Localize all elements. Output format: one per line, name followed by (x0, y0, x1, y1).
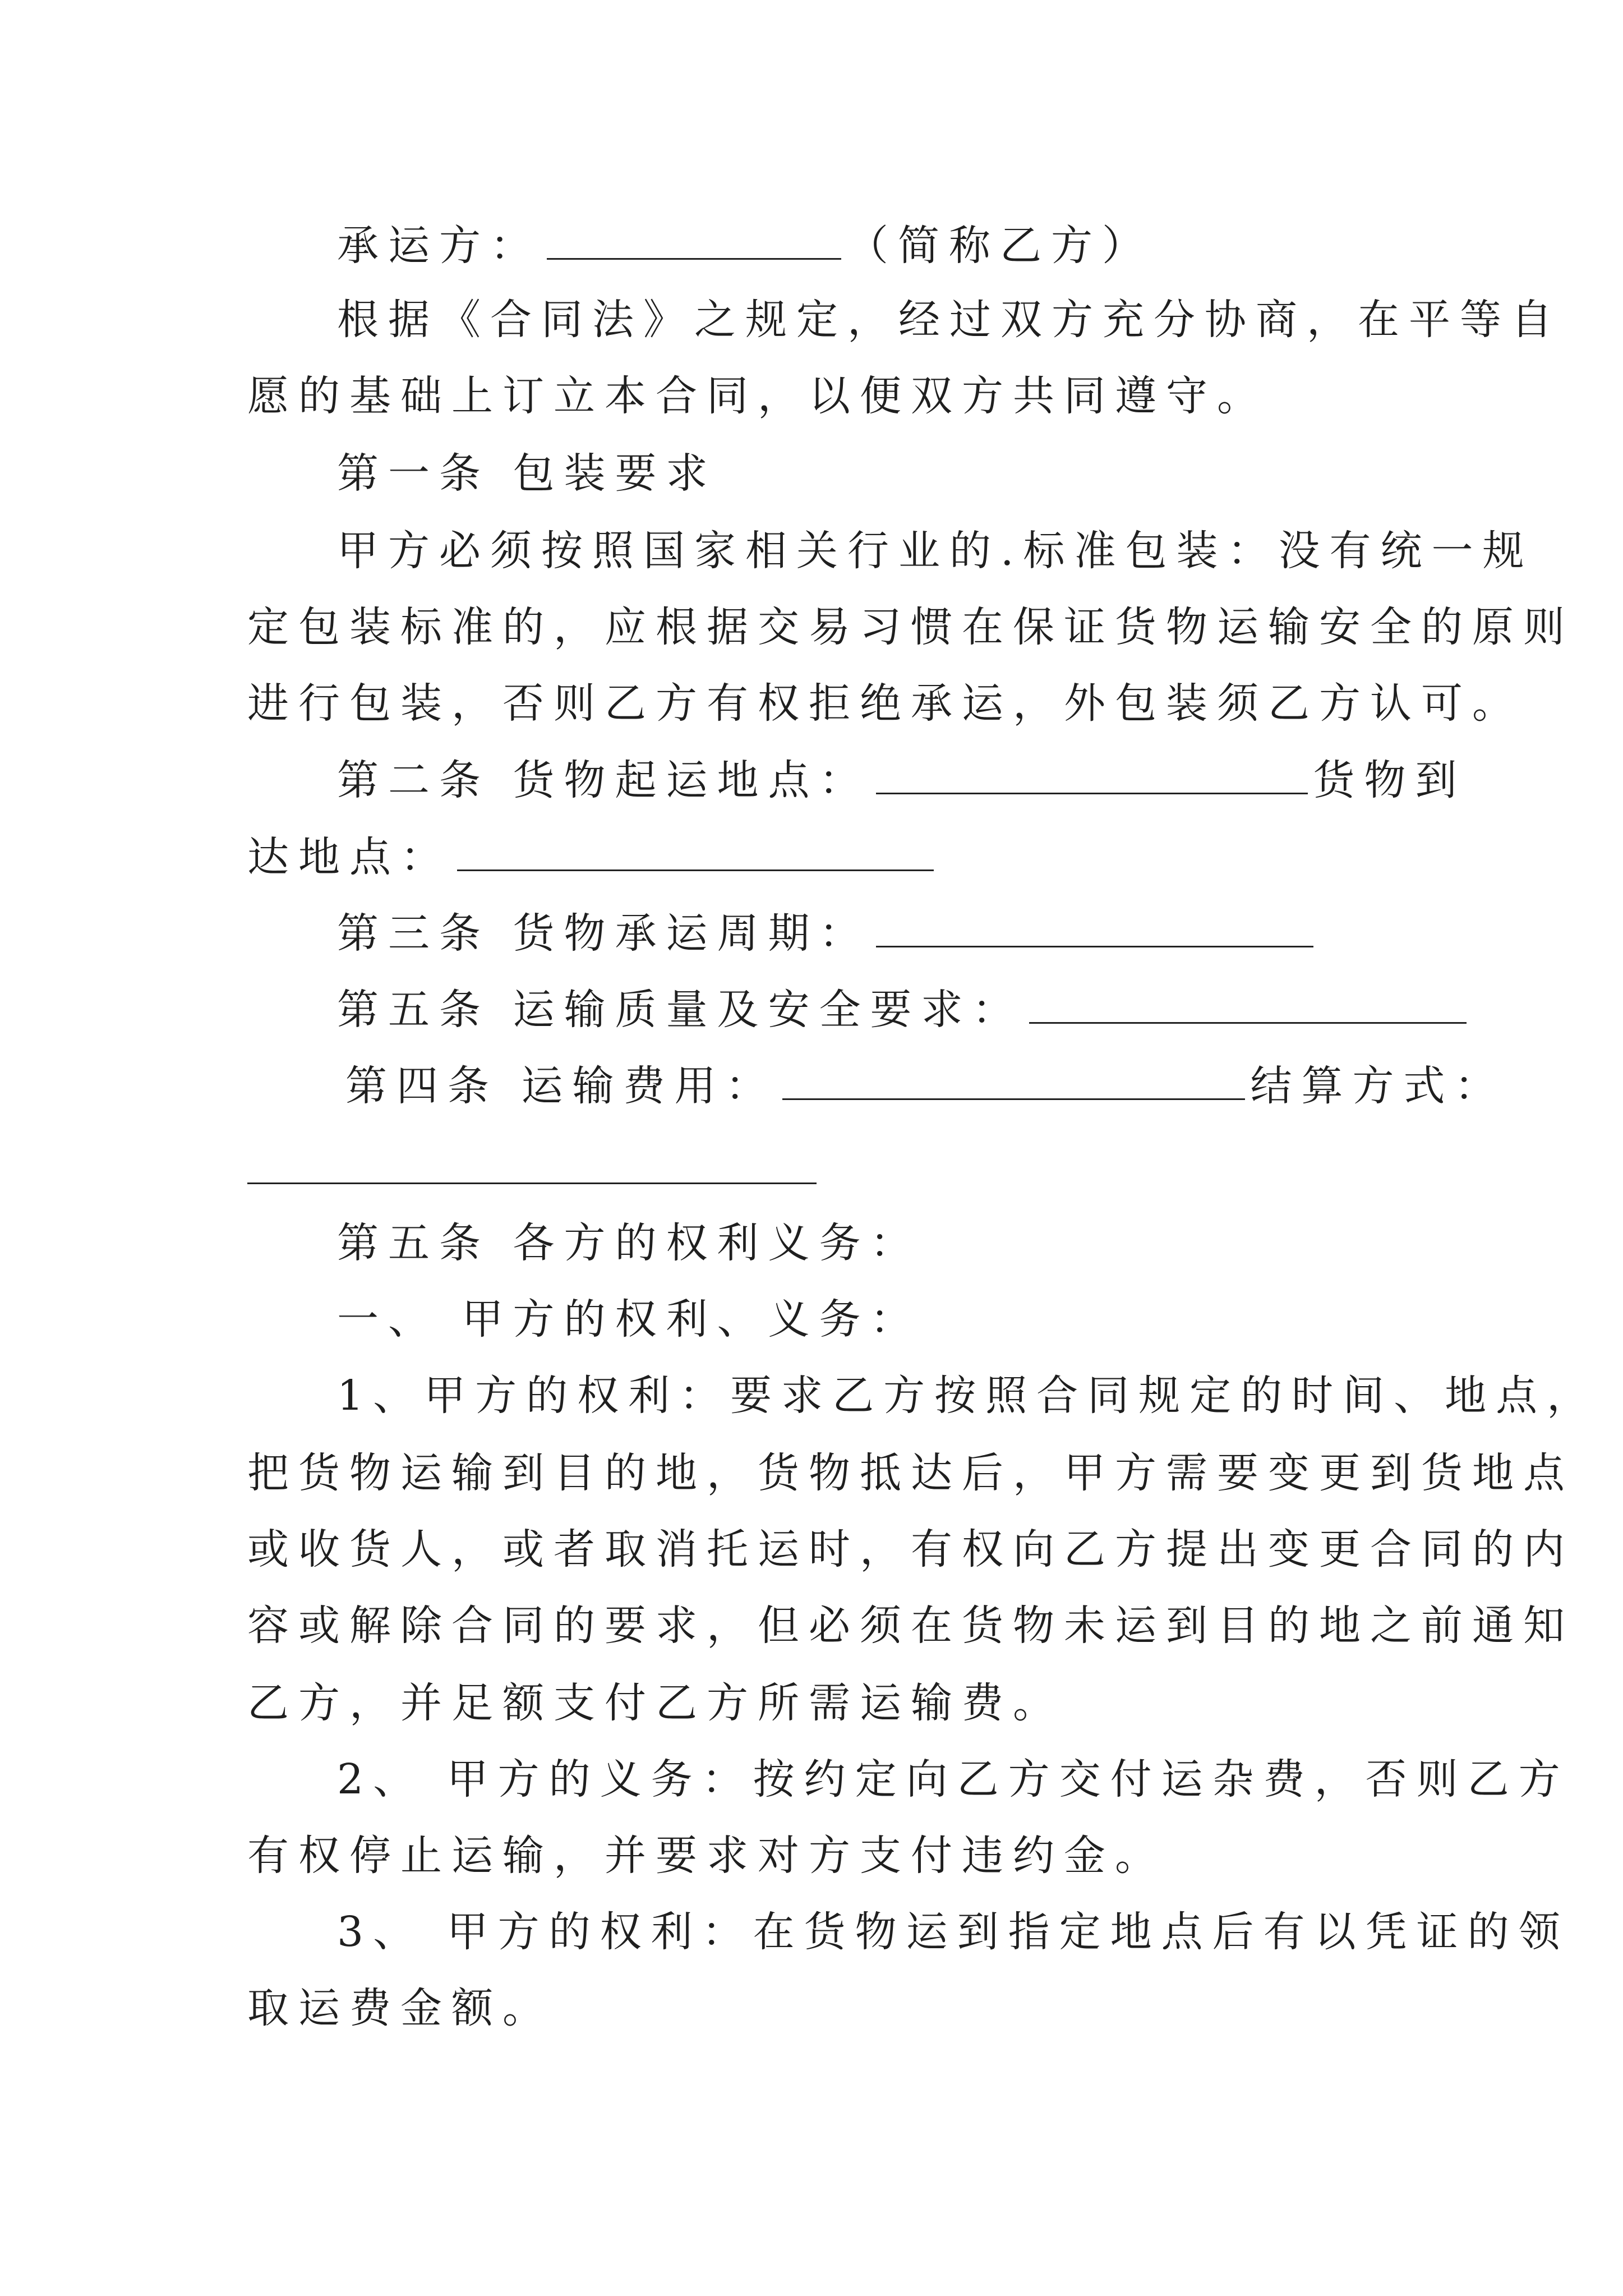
origin-blank (876, 761, 1308, 794)
intro-line-1: 根据《合同法》之规定，经过双方充分协商，在平等自 (337, 296, 1562, 344)
item-1-line-1: 1、甲方的权利：要求乙方按照合同规定的时间、地点， (337, 1372, 1598, 1420)
item-1-line-5: 乙方，并足额支付乙方所需运输费。 (247, 1679, 1064, 1727)
article-1-line-3: 进行包装，否则乙方有权拒绝承运，外包装须乙方认可。 (247, 679, 1523, 728)
item-1-line-2: 把货物运输到目的地，货物抵达后，甲方需要变更到货地点 (247, 1449, 1574, 1497)
item-2-line-2: 有权停止运输，并要求对方支付违约金。 (247, 1832, 1166, 1880)
article-5-rights-title: 第五条 各方的权利义务： (337, 1219, 921, 1267)
item-1-line-4: 容或解除合同的要求，但必须在货物未运到目的地之前通知 (247, 1602, 1574, 1650)
article-3-line (337, 907, 1319, 960)
article-4-fee-label: 第四条 运输费用： (345, 1062, 777, 1110)
article-5-quality-label: 第五条 运输质量及安全要求： (337, 986, 1023, 1034)
settlement-blank (247, 1182, 817, 1184)
article-1-title: 第一条 包装要求 (337, 449, 717, 498)
item-1-line-3: 或收货人，或者取消托运时，有权向乙方提出变更合同的内 (247, 1525, 1574, 1573)
carrier-label: 承运方： (337, 222, 541, 270)
item-3-line-2: 取运费金额。 (247, 1984, 554, 2032)
item-3-line-1: 3、 甲方的权利：在货物运到指定地点后有以凭证的领 (337, 1908, 1570, 1956)
period-blank (876, 914, 1313, 947)
item-2-line-1: 2、 甲方的义务：按约定向乙方交付运杂费，否则乙方 (337, 1755, 1570, 1803)
section-1-title: 一、 甲方的权利、义务： (337, 1295, 921, 1343)
article-4-line (345, 1059, 1506, 1113)
article-3-label: 第三条 货物承运周期： (337, 909, 870, 958)
carrier-suffix: （简称乙方） (847, 222, 1153, 270)
article-2-line-1 (337, 753, 1467, 807)
carrier-line (337, 219, 1153, 273)
article-2-origin-label: 第二条 货物起运地点： (337, 756, 870, 804)
intro-line-2: 愿的基础上订立本合同，以便双方共同遵守。 (247, 372, 1268, 420)
article-4-settlement-label: 结算方式： (1250, 1062, 1506, 1110)
article-1-line-1: 甲方必须按照国家相关行业的.标准包装：没有统一规 (337, 527, 1534, 575)
article-5-quality-line (337, 983, 1472, 1037)
quality-blank (1029, 991, 1467, 1024)
article-2-dest-start: 货物到 (1313, 756, 1467, 804)
carrier-blank (547, 227, 841, 260)
article-2-line-2 (247, 830, 939, 884)
fee-blank (782, 1067, 1245, 1100)
destination-blank (457, 838, 934, 871)
article-2-dest-label: 达地点： (247, 833, 451, 881)
article-1-line-2: 定包装标准的，应根据交易习惯在保证货物运输安全的原则 (247, 603, 1574, 651)
